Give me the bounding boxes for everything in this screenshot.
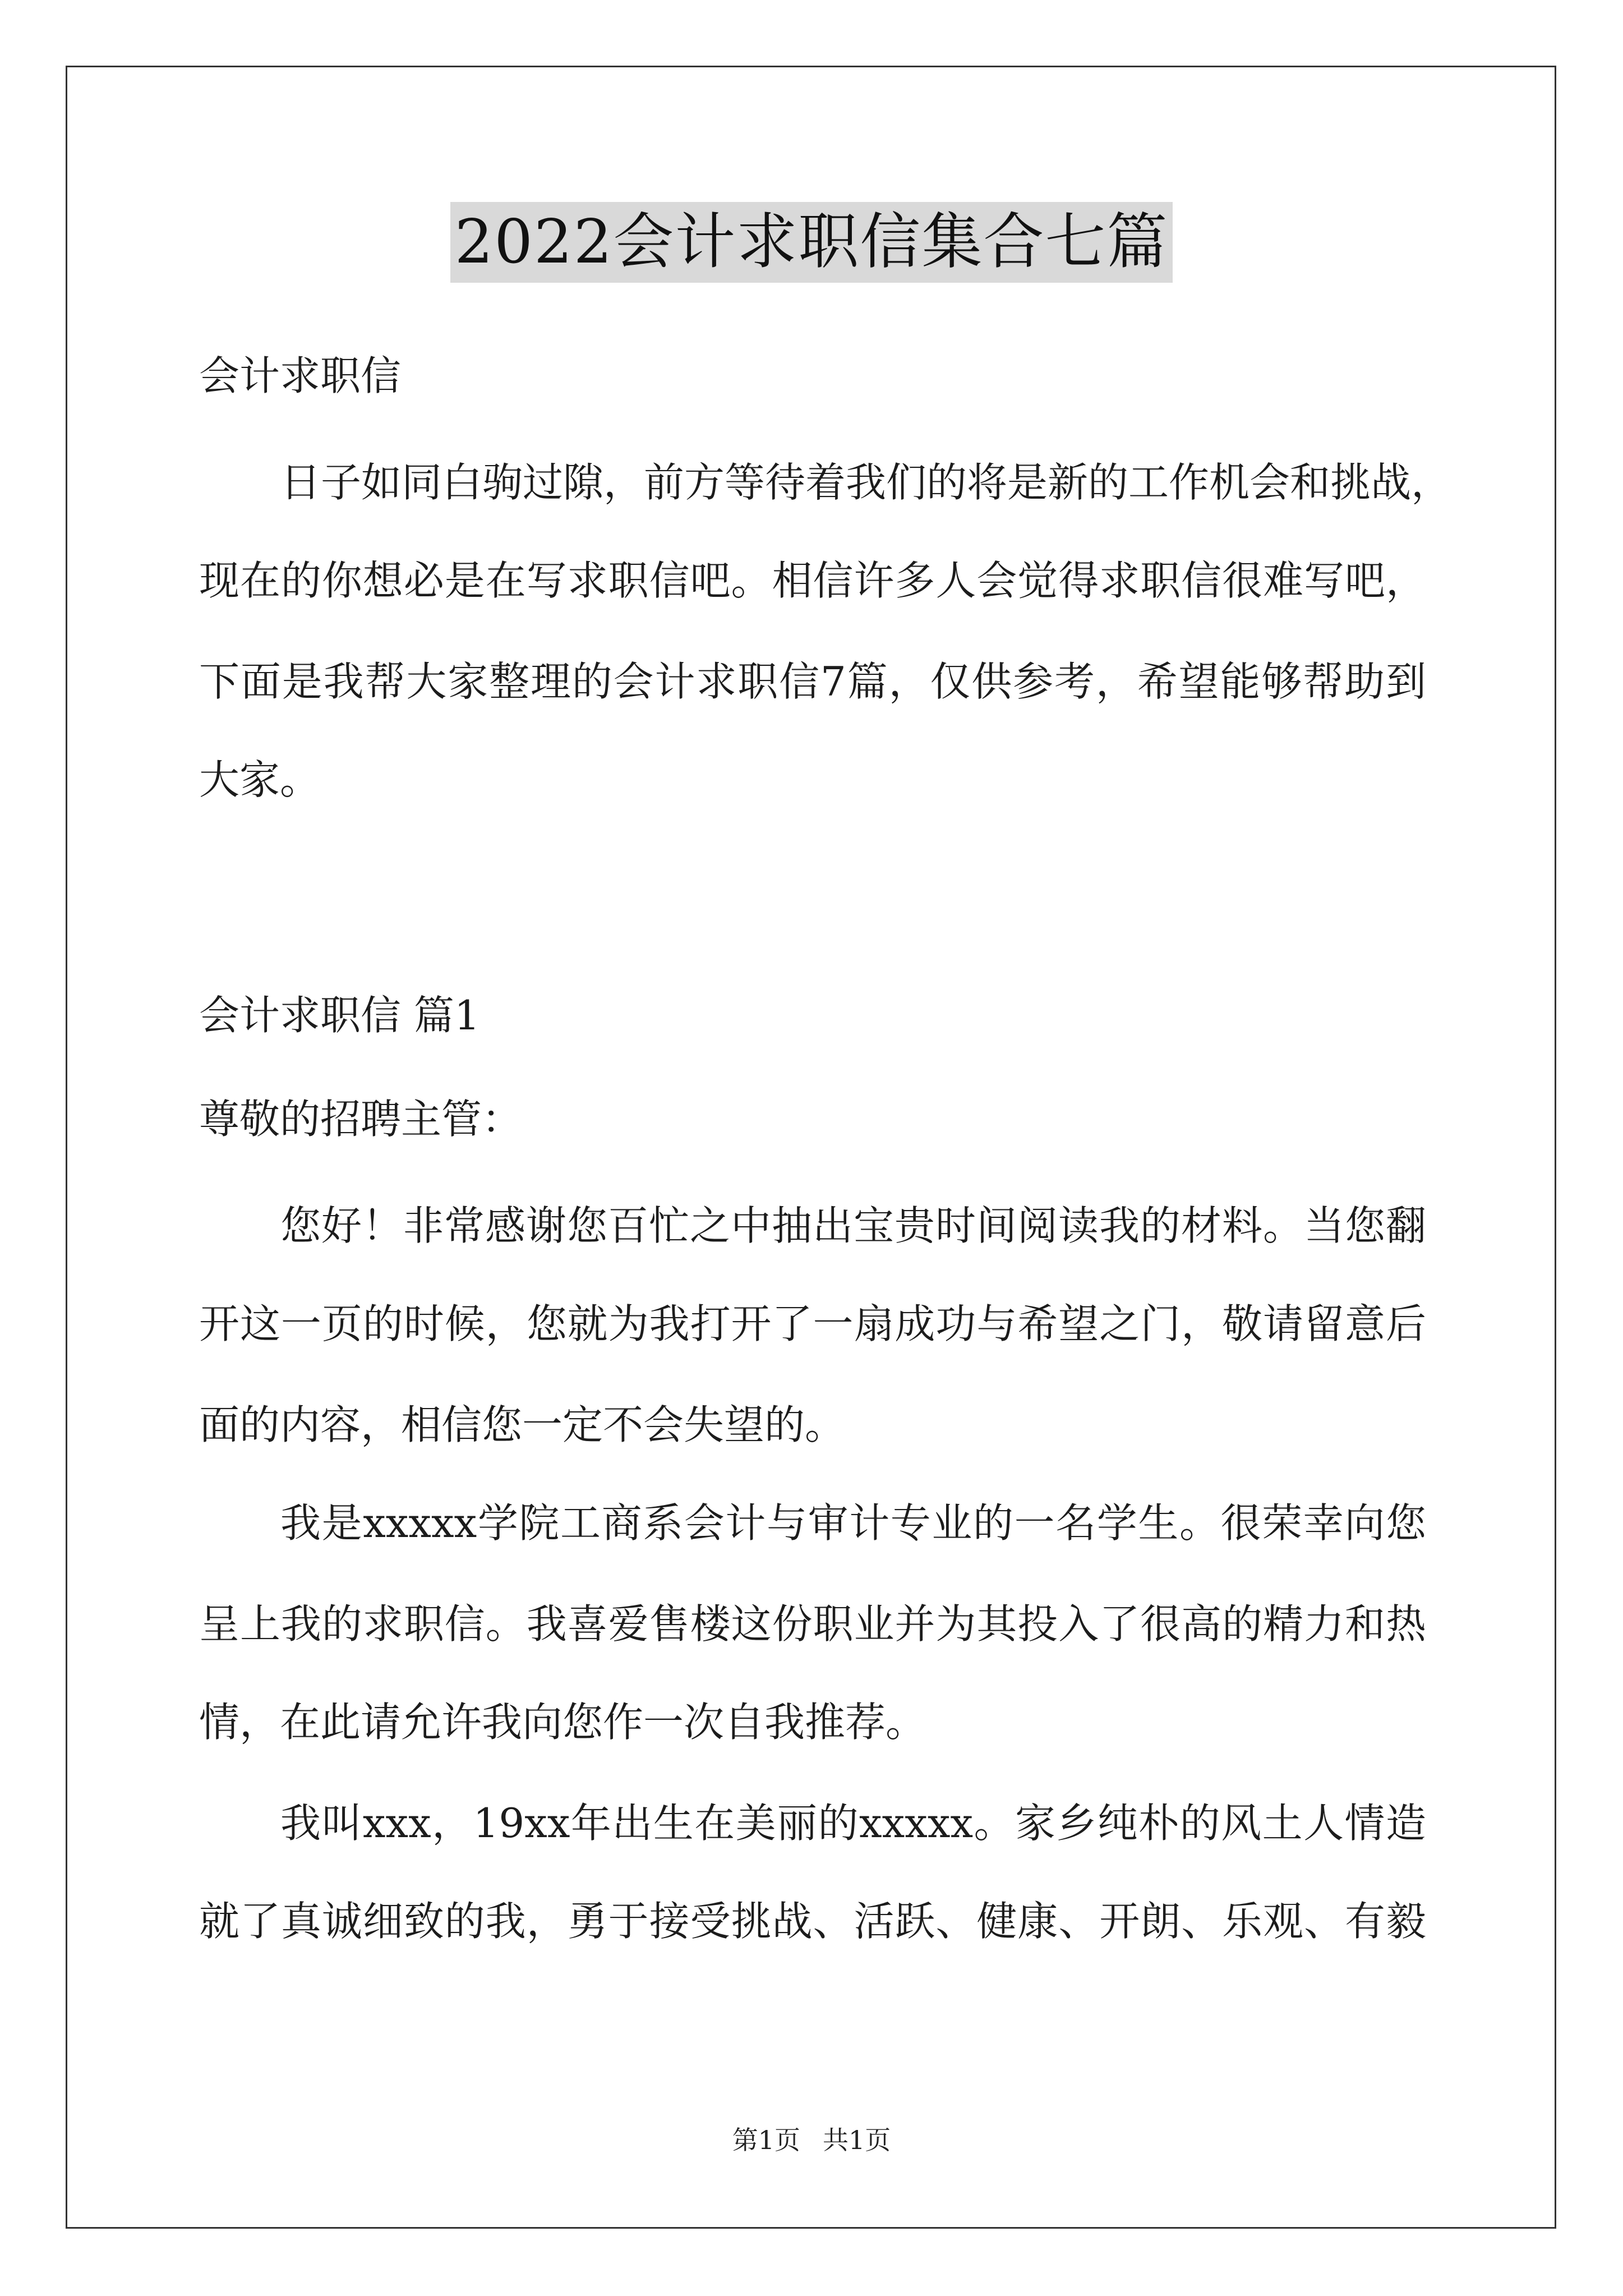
document-title: 2022会计求职信集合七篇 (450, 202, 1173, 283)
salutation: 尊敬的招聘主管： (199, 1096, 523, 1143)
paragraph-line: 我叫xxx，19xx年出生在美丽的xxxxx。家乡纯朴的风土人情造 (280, 1800, 1426, 1847)
section-heading: 会计求职信 篇1 (199, 992, 480, 1039)
paragraph-line: 呈上我的求职信。我喜爱售楼这份职业并为其投入了很高的精力和热 (199, 1600, 1426, 1648)
section-heading: 会计求职信 (199, 352, 402, 399)
paragraph-line: 日子如同白驹过隙，前方等待着我们的将是新的工作机会和挑战， (280, 459, 1452, 506)
paragraph-line: 开这一页的时候，您就为我打开了一扇成功与希望之门，敬请留意后 (199, 1300, 1426, 1347)
title-container (0, 202, 1623, 283)
paragraph-line: 情，在此请允许我向您作一次自我推荐。 (199, 1699, 926, 1746)
paragraph-line: 现在的你想必是在写求职信吧。相信许多人会觉得求职信很难写吧， (199, 557, 1426, 604)
page-total: 共1页 (823, 2125, 891, 2155)
page-number: 第1页 (732, 2125, 800, 2155)
paragraph-line: 下面是我帮大家整理的会计求职信7篇，仅供参考，希望能够帮助到 (199, 658, 1426, 705)
paragraph-line: 大家。 (199, 756, 321, 803)
paragraph-line: 您好！非常感谢您百忙之中抽出宝贵时间阅读我的材料。当您翻 (280, 1202, 1426, 1249)
paragraph-line: 就了真诚细致的我，勇于接受挑战、活跃、健康、开朗、乐观、有毅 (199, 1898, 1426, 1945)
paragraph-line: 面的内容，相信您一定不会失望的。 (199, 1401, 846, 1448)
page-footer (0, 2123, 1623, 2157)
paragraph-line: 我是xxxxx学院工商系会计与审计专业的一名学生。很荣幸向您 (280, 1499, 1426, 1547)
